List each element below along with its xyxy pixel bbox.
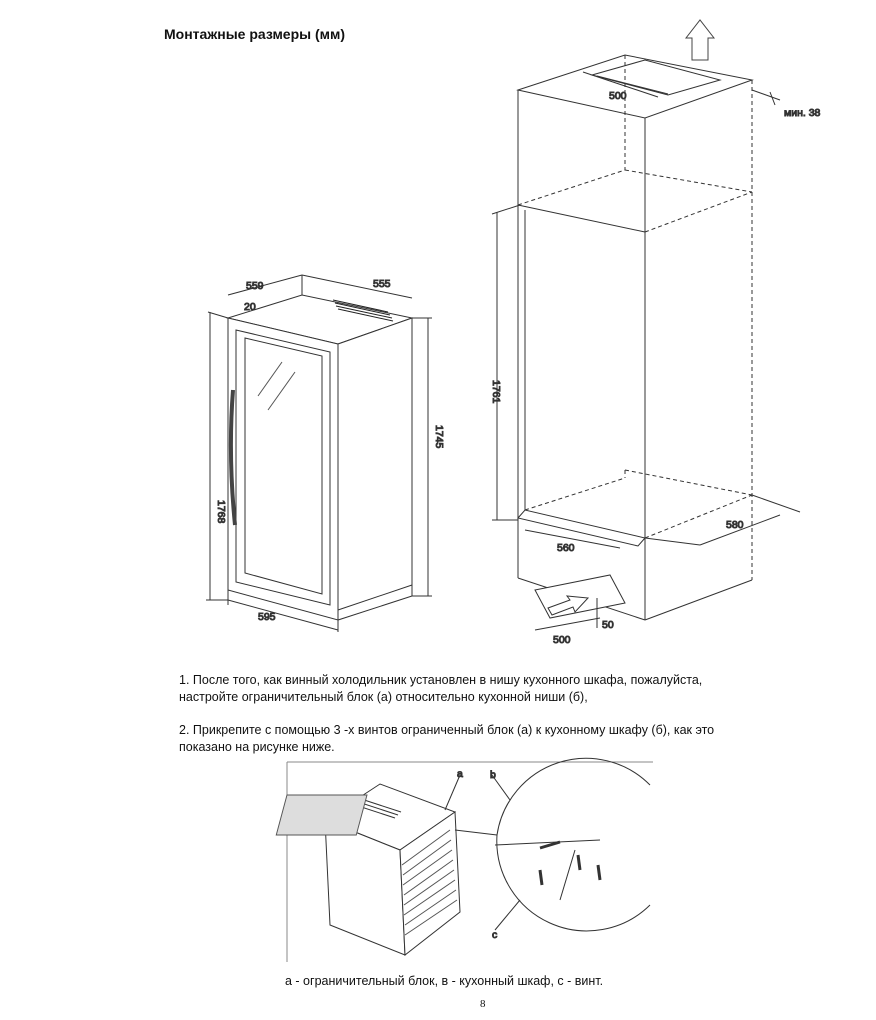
instruction-step-2-line-1: 2. Прикрепите с помощью 3 -х винтов ограниченный блок (а) к кухонному шкафу (б), как это xyxy=(179,723,715,737)
detail-label-b: b xyxy=(490,769,496,781)
dim-unit-height-total: 1768 xyxy=(215,500,227,524)
dim-unit-height: 1745 xyxy=(433,425,445,449)
dim-door-offset: 20 xyxy=(244,301,256,313)
dim-niche-depth: 580 xyxy=(726,519,744,531)
airflow-up-arrow-icon xyxy=(686,20,714,60)
instruction-step-2 xyxy=(179,722,799,756)
dim-niche-width: 560 xyxy=(557,542,575,554)
dim-vent-width: 500 xyxy=(553,634,571,646)
instruction-step-2-line-2: показано на рисунке ниже. xyxy=(179,740,335,754)
detail-figure xyxy=(276,758,653,962)
detail-label-a: a xyxy=(457,768,463,780)
dim-unit-depth: 559 xyxy=(246,280,264,292)
dim-top-width: 500 xyxy=(609,90,627,102)
dim-unit-top-depth: 555 xyxy=(373,278,391,290)
wine-cooler-drawing xyxy=(206,275,432,632)
dim-unit-width: 595 xyxy=(258,611,276,623)
instruction-step-1-line-2: настройте ограничительный блок (а) относительно кухонной ниши (б), xyxy=(179,690,588,704)
cabinet-niche-drawing xyxy=(492,20,800,630)
detail-label-c: c xyxy=(492,929,498,941)
instruction-step-1 xyxy=(179,672,799,706)
page-title: Монтажные размеры (мм) xyxy=(164,26,346,42)
page-number: 8 xyxy=(480,998,486,1010)
instruction-step-1-line-1: 1. После того, как винный холодильник установлен в нишу кухонного шкафа, пожалуйста, xyxy=(179,673,703,687)
dim-min-gap: мин. 38 xyxy=(784,107,821,119)
dim-vent-height: 50 xyxy=(602,619,614,631)
dim-niche-height: 1761 xyxy=(490,380,502,404)
figure-caption: а - ограничительный блок, в - кухонный шкаф, с - винт. xyxy=(285,974,604,988)
